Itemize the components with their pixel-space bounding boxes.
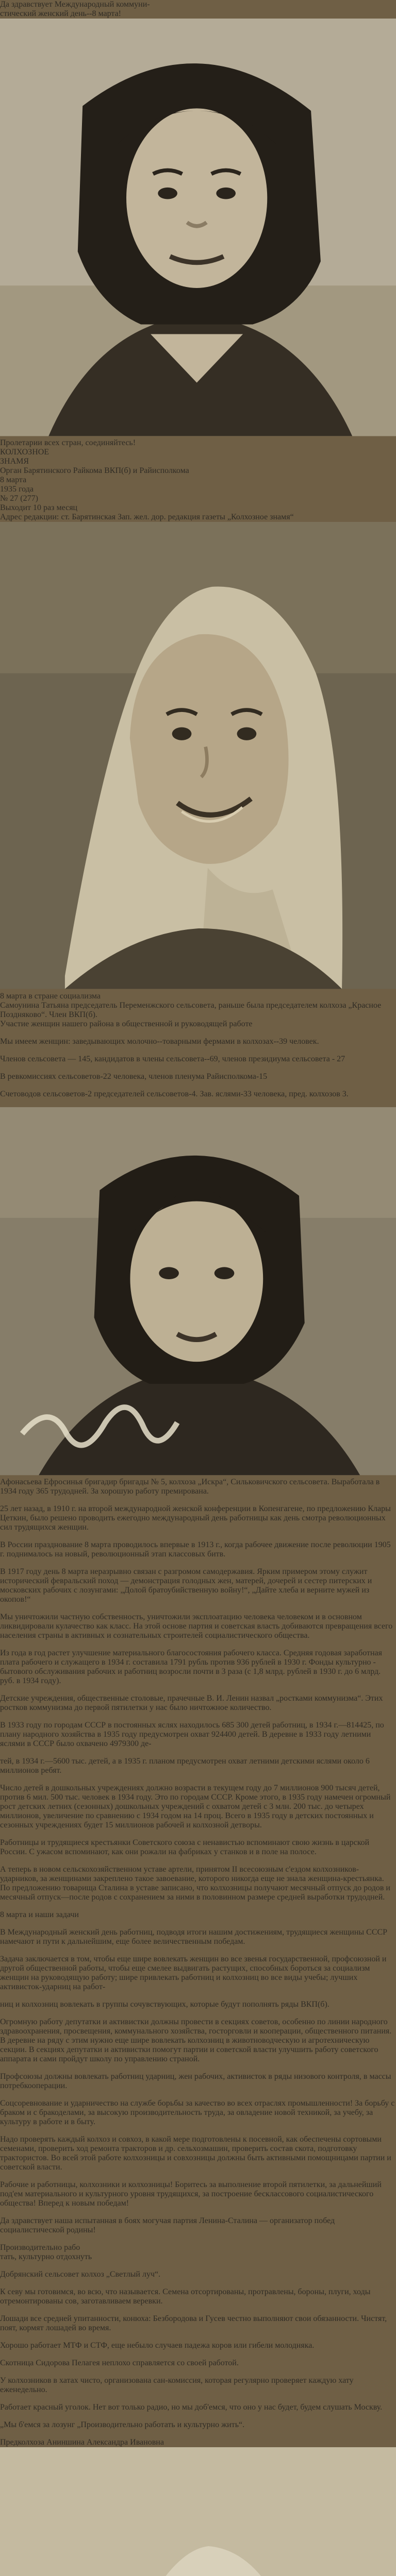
article-paragraph: В России празднование 8 марта проводилось впервые в 1913 г., когда рабочее движение после революции 1905 г. поднималось на новый, революционный этап классовых битв. [0, 1540, 391, 1559]
masthead-title-line1: КОЛХОЗНОЕ [0, 448, 50, 457]
article-paragraph: Мы имеем женщин: заведывающих молочно--товарными фермами в колхозах--39 человек. [0, 1037, 319, 1046]
right-article-heading [0, 2243, 396, 2262]
center-article-columns [0, 1504, 396, 2235]
article-paragraph: Детские учреждения, общественные столовые, прачечные В. И. Ленин назвал „ростками коммунизма“. Этих ростков коммунизма до первой пятилетки у нас было ничтожное количество. [0, 1694, 383, 1713]
center-column-3 [0, 2000, 396, 2235]
article-paragraph: В 1917 году день 8 марта неразрывно связан с разгромом самодержавия. Ярким примером этому служит исторический февральский поход — демонстрация голодных жен, матерей, дочерей и сестер питерских и московских рабочих с лозунгами: „Долой братоубийственную войну!“, „Дайте хлеба и верните мужей из окопов!“ [0, 1567, 372, 1604]
article-signature: Предколхоза Аниншина Александра Ивановна [0, 2438, 164, 2447]
article-paragraph: Членов сельсовета — 145, кандидатов в члены сельсовета--69, членов президиума сельсовета - 27 [0, 1054, 345, 1063]
photo-afonasyeva [0, 1107, 396, 1478]
article-paragraph: ниц и колхозниц вовлекать в группы сочувствующих, которые будут пополнять ряды ВКП(б). [0, 2000, 329, 2009]
article-paragraph: Скотница Сидорова Пелагея неплохо справляется со своей работой. [0, 2359, 239, 2368]
article-paragraph: Соцсоревнование и ударничество на службе борьбы за качество во всех отраслях промышленности! За борьбу с браком и с бракоделами, за высокую производительность труда, за овладение новой техникой, за учебу, за культуру в работе и в быту. [0, 2099, 395, 2127]
photo-caption-afonasyeva: Афонасьева Ефросинья бригадир бригады № 5, колхоза „Искра“, Сильковичского сельсовета. Выработала в 1934 году 365 трудодней. За хорошую работу премирована. [0, 1478, 380, 1496]
article-paragraph: Рабочие и работницы, колхозники и колхозницы! Боритесь за выполнение второй пятилетки, за дальнейший под'ем материального и культурного уровня трудящихся, за построение бесклассового социалистического общества! Вперед к новым победам! [0, 2180, 382, 2208]
portrait-woman-dark-hair [0, 19, 396, 436]
center-column-2 [0, 1757, 396, 1992]
article-paragraph: Надо проверять каждый колхоз и совхоз, в какой мере подготовлены к посевной, как обеспечены сортовыми семенами, проверить ход ремонта тракторов и др. сельхозмашин, проверить состав скота, подготовку трактористов. Во всей этой работе колхозницы и совхозницы должны быть активными помощницами партии и советской власти. [0, 2135, 391, 2172]
issue-info-box [0, 476, 396, 522]
article-paragraph: Да здравствует наша испытанная в боях могучая партия Ленина-Сталина — организатор побед социалистической родины! [0, 2216, 335, 2235]
portrait-smiling-woman-scarf [0, 522, 396, 989]
issue-year: 1935 года [0, 485, 34, 494]
photo-samounina [0, 19, 396, 438]
right-heading-line1: Производительно рабо [0, 2243, 80, 2252]
banner-line-2: стический женский день--8 марта! [0, 9, 121, 18]
article-paragraph: Работает красный уголок. Нет вот только радио, но мы доб'емся, что оно у нас будет, будем слушать Москву. [0, 2403, 383, 2412]
issue-number: № 27 (277) [0, 494, 38, 503]
photo-parshikova [0, 2447, 396, 2576]
masthead-slogan: Пролетарии всех стран, соединяйтесь! [0, 438, 136, 448]
article-paragraph: В 1933 году по городам СССР в постоянных яслях находилось 685 300 детей работниц, в 1934 г.—814425, по плану народного хозяйства в 1935 году предусмотрен охват 924400 детей. В деревне в 1933 году летними яслями в СССР было охвачено 4979300 де- [0, 1721, 384, 1749]
article-paragraph: Огромную работу депутатки и активистки должны провести в секциях советов, особенно по линии народного здравоохранения, просвещения, коммунального хозяйства, госторговли и кооперации, общественного питания. В деревне на ряду с этим нужно еще шире вовлекать колхозниц в животноводческую и агротехническую секции. В секциях депутатки и активистки помогут партии и советской власти улучшить работу советского аппарата и сами пройдут школу по управлению страной. [0, 2018, 392, 2064]
editorial-address: Адрес редакции: ст. Барятинская Зап. жел. дор. редакция газеты „Колхозное знамя“ [0, 513, 294, 522]
article-paragraph: Профсоюзы должны вовлекать работниц ударниц, жен рабочих, активисток в ряды низового контроля, в массы потребкооперации. [0, 2072, 391, 2091]
center-column-1 [0, 1504, 396, 1749]
issue-frequency: Выходит 10 раз месяц [0, 503, 78, 513]
photo-woman-headscarf [0, 522, 396, 991]
article-paragraph: В ревкомиссиях сельсоветов-22 человека, членов пленума Райисполкома-15 [0, 1072, 268, 1081]
article-paragraph: У колхозников в хатах чисто, организована сан-комиссия, которая регулярно проверяет каждую хату еженедельно. [0, 2376, 354, 2395]
article-paragraph: тей, в 1934 г.—5600 тыс. детей, а в 1935 г. планом предусмотрен охват летними детскими яслями около 6 миллионов ребят. [0, 1757, 370, 1775]
article-paragraph: Хорошо работает МТФ и СТФ, еще небыло случаев падежа коров или гибели молодняка. [0, 2341, 315, 2350]
portrait-woman-white-scarf [0, 2447, 396, 2576]
right-column [0, 2243, 396, 2447]
article-paragraph: Задача заключается в том, чтобы еще шире вовлекать женщин во все звенья государственной, профсоюзной и другой общественной работы, чтобы еще смелее выдвигать растущих, способных бороться за социализм женщин на руководящую работу; шире привлекать работниц и колхозниц во все виды учебы; лучших активисток-ударниц на работ- [0, 1955, 387, 1992]
banner-line-1: Да здравствует Международный коммуни- [0, 0, 150, 9]
article-paragraph: Добрянский сельсовет колхоз „Светлый луч“. [0, 2270, 161, 2279]
portrait-woman-signature [0, 1107, 396, 1475]
article-paragraph: 25 лет назад, в 1910 г. на второй международной женской конференции в Копенгагене, по предложению Клары Цеткин, было решено проводить ежегодно международный день работницы как день смотра революционных сил трудящихся женщин. [0, 1504, 391, 1532]
left-article-heading: Участие женщин нашего района в общественной и руководящей работе [0, 1019, 253, 1028]
section-headline: 8 марта в стране социализма [0, 991, 101, 1001]
article-paragraph: Счетоводов сельсоветов-2 председателей сельсоветов-4. Зав. яслями-33 человека, пред. колхозов 3. [0, 1089, 349, 1098]
photo-caption-samounina: Самоунина Татьяна председатель Переменжского сельсовета, раньше была председателем колхоза „Красное Поздняково“. Член ВКП(б). [0, 1001, 382, 1019]
article-paragraph: „Мы б'емся за лозунг „Производительно работать и культурно жить“. [0, 2420, 245, 2430]
masthead-title-line2: ЗНАМЯ [0, 457, 29, 466]
article-paragraph: А теперь в новом сельскохозяйственном уставе артели, принятом II всесоюзным с'ездом колхозников-ударников, за женщинами закреплено такое завоевание, которого никогда еще не знала женщина-крестьянка. По предложению товарища Сталина в уставе записано, что колхозницы получают месячный отпуск до родов и месячный отпуск—после родов с сохранением за ними в половинном размере средней выработки трудодней. [0, 1865, 390, 1902]
masthead-organ-line: Орган Барятинского Райкома ВКП(б) и Райисполкома [0, 466, 189, 476]
left-column [0, 1001, 396, 1496]
article-paragraph: Число детей в дошкольных учреждениях должно возрасти в текущем году до 7 миллионов 900 тысяч детей, против 6 мил. 500 тыс. человек в 1934 году. Это по городам СССР. Кроме этого, в 1935 году намечен огромный рост детских летних (сезонных) дошкольных учреждений с охватом детей с 3 млн. 200 тыс. до четырех миллионов, увеличение по сравнению с 1934 годом на 14 проц. Всего в 1935 году в детских постоянных и сезонных учреждениях будет 15 миллионов рабочей и колхозной детворы. [0, 1784, 391, 1830]
masthead [0, 438, 396, 476]
article-paragraph: Мы уничтожили частную собственность, уничтожили эксплоатацию человека человеком и в основном ликвидировали кулачество как класс. На этой основе партия и советская власть добиваются превращения всего населения страны в активных и сознательных строителей социалистического общества. [0, 1613, 393, 1640]
article-paragraph: К севу мы готовимся, во всю, что называется. Семена отсортированы, протравлены, бороны, плуги, ходы отремонтированы сов, заготавливаем веревки. [0, 2287, 371, 2306]
article-paragraph: В Международный женский день работниц, подводя итоги нашим достижениям, трудящиеся женщины СССР намечают и пути к дальнейшим, еще более величественным победам. [0, 1928, 388, 1946]
article-paragraph: Работницы и трудящиеся крестьянки Советского союза с ненавистью вспоминают свою жизнь в царской России. С ужасом вспоминают, как они рожали на фабриках у станков и в поле на полосе. [0, 1838, 370, 1857]
article-paragraph: Лошади все средней упитанности, конюха: Безбородова и Гусев честно выполняют свои обязанности. Чистят, поят, кормят лошадей во время. [0, 2314, 387, 2333]
article-paragraph: Из года в год растет улучшение материального благосостояния рабочего класса. Средняя годовая заработная плата рабочего и служащего в 1934 г. составила 1791 рубль против 936 рублей в 1930 г. Фонды культурно - бытового обслуживания рабочих и работниц возросли почти в 3 раза (с 1,8 млрд. рублей в 1930 г. до 6 млрд. руб. в 1934 году). [0, 1649, 383, 1686]
right-heading-line2: тать, культурно отдохнуть [0, 2252, 92, 2262]
banner-headline [0, 0, 396, 19]
sub-headline: 8 марта и наши задачи [0, 1910, 79, 1920]
issue-date: 8 марта [0, 476, 27, 485]
